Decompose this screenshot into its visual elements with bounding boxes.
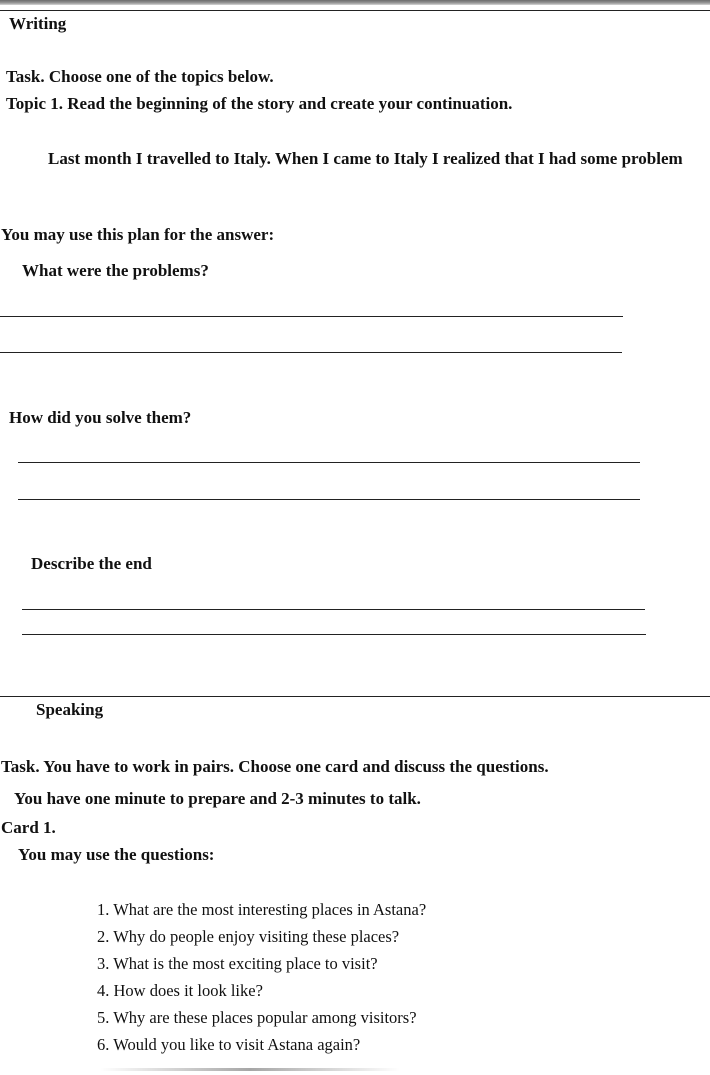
answer-line [0, 316, 623, 317]
writing-heading: Writing [9, 14, 67, 33]
answer-line [0, 352, 622, 353]
writing-task: Task. Choose one of the topics below. [6, 67, 274, 86]
plan-question-problems: What were the problems? [22, 261, 209, 280]
question-list-item: 4. How does it look like? [97, 981, 263, 1000]
top-edge-bar [0, 0, 710, 5]
top-divider [0, 10, 710, 11]
question-list-item: 5. Why are these places popular among visitors? [97, 1008, 417, 1027]
question-list-item: 1. What are the most interesting places in Astana? [97, 900, 427, 919]
question-list-item: 2. Why do people enjoy visiting these places? [97, 927, 400, 946]
plan-question-solve: How did you solve them? [9, 408, 192, 427]
answer-line [22, 609, 645, 610]
speaking-heading: Speaking [36, 700, 104, 719]
speaking-task: Task. You have to work in pairs. Choose one card and discuss the questions. [1, 757, 549, 776]
answer-line [18, 462, 640, 463]
writing-topic: Topic 1. Read the beginning of the story and create your continuation. [6, 94, 513, 113]
section-divider [0, 696, 710, 697]
question-list-item: 3. What is the most exciting place to visit? [97, 954, 378, 973]
questions-intro: You may use the questions: [18, 845, 215, 864]
plan-question-end: Describe the end [31, 554, 152, 573]
plan-intro: You may use this plan for the answer: [1, 225, 275, 244]
story-beginning: Last month I travelled to Italy. When I came to Italy I realized that I had some problem [48, 149, 683, 168]
speaking-time-note: You have one minute to prepare and 2-3 minutes to talk. [14, 789, 421, 808]
card-label: Card 1. [1, 818, 56, 837]
bottom-crop-edge [100, 1068, 400, 1071]
answer-line [18, 499, 640, 500]
question-list-item: 6. Would you like to visit Astana again? [97, 1035, 361, 1054]
answer-line [22, 634, 646, 635]
